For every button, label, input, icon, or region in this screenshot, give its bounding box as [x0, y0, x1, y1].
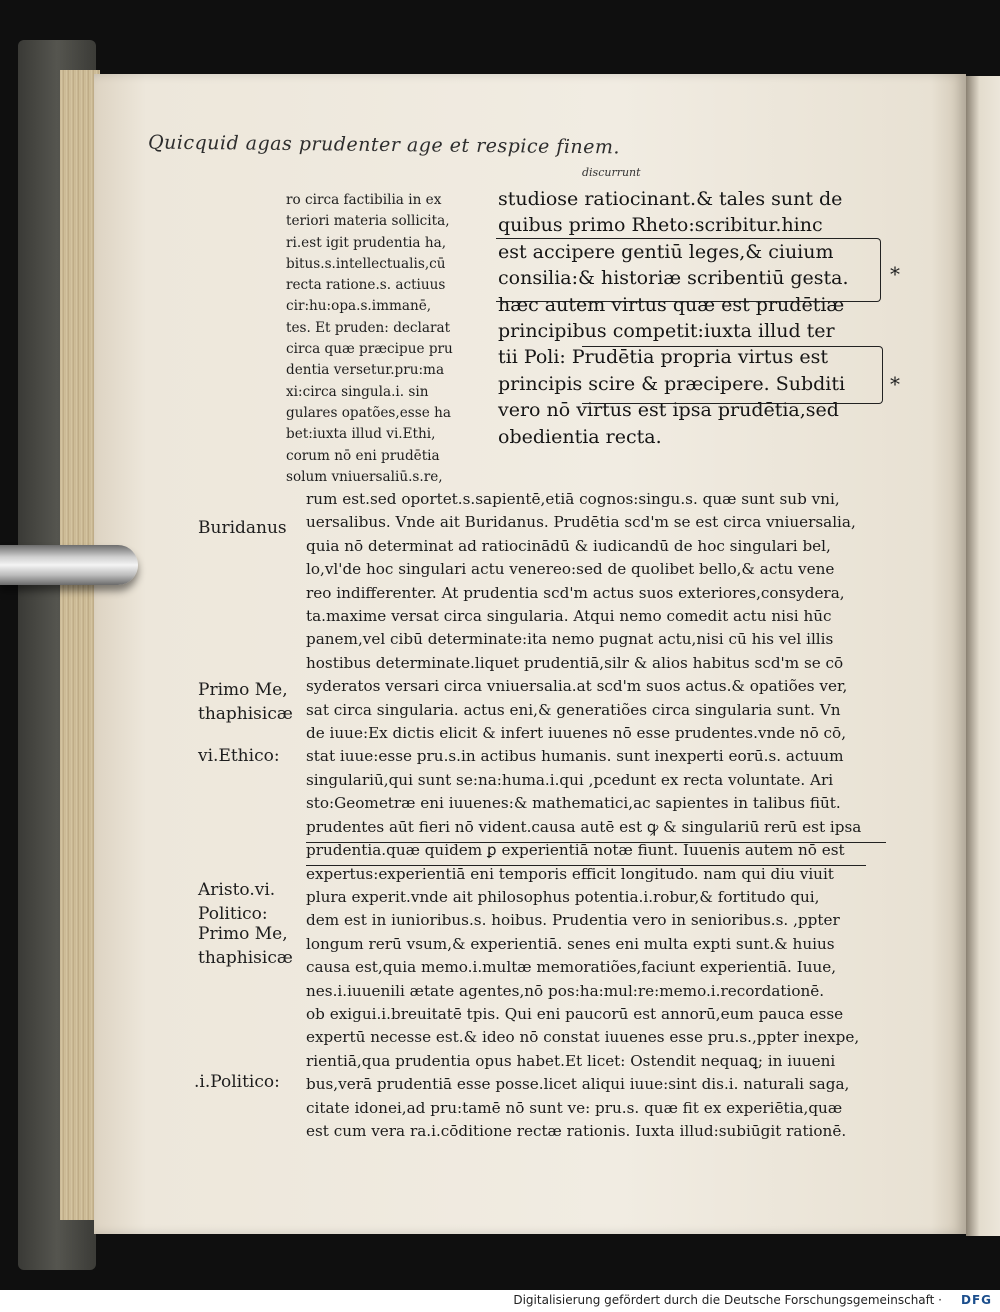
body-line: plura experit.vnde ait philosophus potentia.i.robur,& fortitudo qui, — [306, 887, 820, 906]
main-line: est accipere gentiū leges,& ciuium — [498, 240, 834, 263]
main-line: quibus primo Rheto:scribitur.hinc — [498, 214, 823, 237]
main-line: principis scire & præcipere. Subditi — [498, 372, 846, 395]
margin-note: thaphisicæ — [198, 704, 293, 724]
main-line: studiose ratiocinant.& tales sunt de — [498, 188, 843, 210]
gloss-line: solum vniuersaliū.s.re, — [286, 468, 443, 485]
body-line: est cum vera ra.i.cōditione rectæ rationis. Iuxta illud:subiūgit rationē. — [306, 1121, 847, 1140]
handwritten-note: Quicquid agas prudenter age et respice finem. — [147, 131, 621, 159]
gloss-line: xi:circa singula.i. sin — [286, 383, 429, 400]
margin-note: Primo Me, — [198, 924, 288, 944]
body-line: ta.maxime versat circa singularia. Atqui nemo comedit actu nisi hūc — [306, 607, 832, 626]
body-line: syderatos versari circa vniuersalia.at scd'm suos actus.& opatiões ver, — [306, 677, 848, 696]
body-line: prudentes aūt fieri nō vident.causa autē est ꝙ & singulariū rerū est ipsa — [306, 817, 862, 836]
interlinear-note: discurrunt — [582, 166, 641, 179]
body-line: uersalibus. Vnde ait Buridanus. Prudētia scd'm se est circa vniuersalia, — [306, 513, 856, 532]
gloss-column — [286, 190, 496, 488]
main-line: tii Poli: Prudētia propria virtus est — [498, 346, 829, 369]
margin-note: .i.Politico: — [194, 1072, 280, 1092]
asterisk-mark: * — [890, 262, 900, 286]
body-line: panem,vel cibū determinate:ita nemo pugnat actu,nisi cū his vel illis — [306, 630, 834, 649]
margin-note: thaphisicæ — [198, 948, 293, 968]
gloss-line: dentia versetur.pru:ma — [286, 362, 445, 379]
gloss-line: corum nō eni prudētia — [286, 447, 440, 464]
body-line: prudentia.quæ quidem ꝑ experientiā notæ fiunt. Iuuenis autem nō est — [306, 841, 845, 860]
body-line: de iuue:Ex dictis elicit & infert iuuenes nō esse prudentes.vnde nō cō, — [306, 724, 847, 743]
body-line: reo indifferenter. At prudentia scd'm actus suos exteriores,consydera, — [306, 583, 845, 602]
margin-note: Primo Me, — [198, 680, 288, 700]
body-line: expertū necesse est.& ideo nō constat iuuenes esse pru.s.,ppter inexpe, — [306, 1028, 860, 1047]
body-line: quia nō determinat ad ratiocinādū & iudicandū de hoc singulari bel, — [306, 536, 831, 555]
gloss-line: recta ratione.s. actiuus — [286, 277, 446, 294]
body-line: bus,verā prudentiā esse posse.licet aliqui iuue:sint dis.i. naturali saga, — [306, 1075, 850, 1094]
margin-note: Politico: — [198, 904, 268, 924]
body-line: sto:Geometræ eni iuuenes:& mathematici,ac sapientes in talibus fiūt. — [306, 794, 841, 813]
body-line: causa est,quia memo.i.multæ memoratiões,faciunt experientiā. Iuue, — [306, 958, 837, 977]
gloss-line: teriori materia sollicita, — [286, 213, 450, 230]
footer-credit: Digitalisierung gefördert durch die Deutsche Forschungsgemeinschaft · — [513, 1293, 942, 1307]
body-line: hostibus determinate.liquet prudentiā,silr & alios habitus scd'm se cō — [306, 653, 844, 672]
main-line: vero nō virtus est ipsa prudētia,sed — [498, 399, 839, 422]
margin-note: vi.Ethico: — [198, 746, 280, 766]
asterisk-mark: * — [890, 372, 900, 396]
bracket-mark — [496, 238, 881, 302]
gloss-line: cir:hu:opa.s.immanē, — [286, 298, 432, 315]
body-line: stat iuue:esse pru.s.in actibus humanis. sunt inexperti eorū.s. actuum — [306, 747, 844, 766]
dfg-logo: DFG — [960, 1293, 992, 1307]
underline-mark — [306, 842, 886, 843]
main-line: obedientia recta. — [498, 425, 662, 448]
body-line: ob exigui.i.breuitatē tpis. Qui eni paucorū est annorū,eum pauca esse — [306, 1004, 844, 1023]
footer-bar — [0, 1290, 1000, 1312]
margin-note: Buridanus — [198, 518, 287, 538]
gloss-line: ro circa factibilia in ex — [286, 192, 442, 208]
gloss-line: circa quæ præcipue pru — [286, 341, 453, 358]
body-line: rientiā,qua prudentia opus habet.Et licet: Ostendit nequaꝗ; in iuueni — [306, 1051, 836, 1070]
body-line: rum est.sed oportet.s.sapientē,etiā cognos:singu.s. quæ sunt sub vni, — [306, 490, 840, 508]
body-line: expertus:experientiā eni temporis efficit longitudo. nam qui diu viuit — [306, 864, 834, 883]
glass-weight-rod — [0, 545, 138, 585]
gloss-line: bitus.s.intellectualis,cū — [286, 255, 446, 272]
body-line: sat circa singularia. actus eni,& generatiões circa singularia sunt. Vn — [306, 700, 841, 719]
gloss-line: ri.est igit prudentia ha, — [286, 234, 447, 251]
body-line: lo,vl'de hoc singulari actu venereo:sed de quolibet bello,& actu vene — [306, 560, 835, 579]
body-line: nes.i.iuuenili ætate agentes,nō pos:ha:mul:re:memo.i.recordationē. — [306, 981, 825, 1000]
underline-mark — [306, 865, 866, 866]
gloss-line: tes. Et pruden: declarat — [286, 319, 451, 336]
main-text-column — [498, 186, 898, 450]
bracket-mark — [582, 346, 883, 404]
gloss-line: bet:iuxta illud vi.Ethi, — [286, 426, 436, 443]
body-line: longum rerū vsum,& experientiā. senes eni multa expti sunt.& huius — [306, 934, 835, 953]
gloss-line: gulares opatões,esse ha — [286, 404, 451, 421]
body-text — [306, 488, 906, 1143]
body-line: citate idonei,ad pru:tamē nō sunt ve: pru.s. quæ fit ex experiētia,quæ — [306, 1098, 843, 1117]
margin-note: Aristo.vi. — [198, 880, 276, 900]
main-line: hæc autem virtus quæ est prudētiæ — [498, 293, 845, 316]
facing-page-edge — [966, 76, 1000, 1236]
body-line: dem est in iunioribus.s. hoibus. Prudentia vero in senioribus.s. ,ppter — [306, 911, 840, 930]
main-line: consilia:& historiæ scribentiū gesta. — [498, 267, 849, 290]
main-line: principibus competit:iuxta illud ter — [498, 320, 835, 343]
body-line: singulariū,qui sunt se:na:huma.i.qui ,pcedunt ex recta voluntate. Ari — [306, 770, 834, 789]
